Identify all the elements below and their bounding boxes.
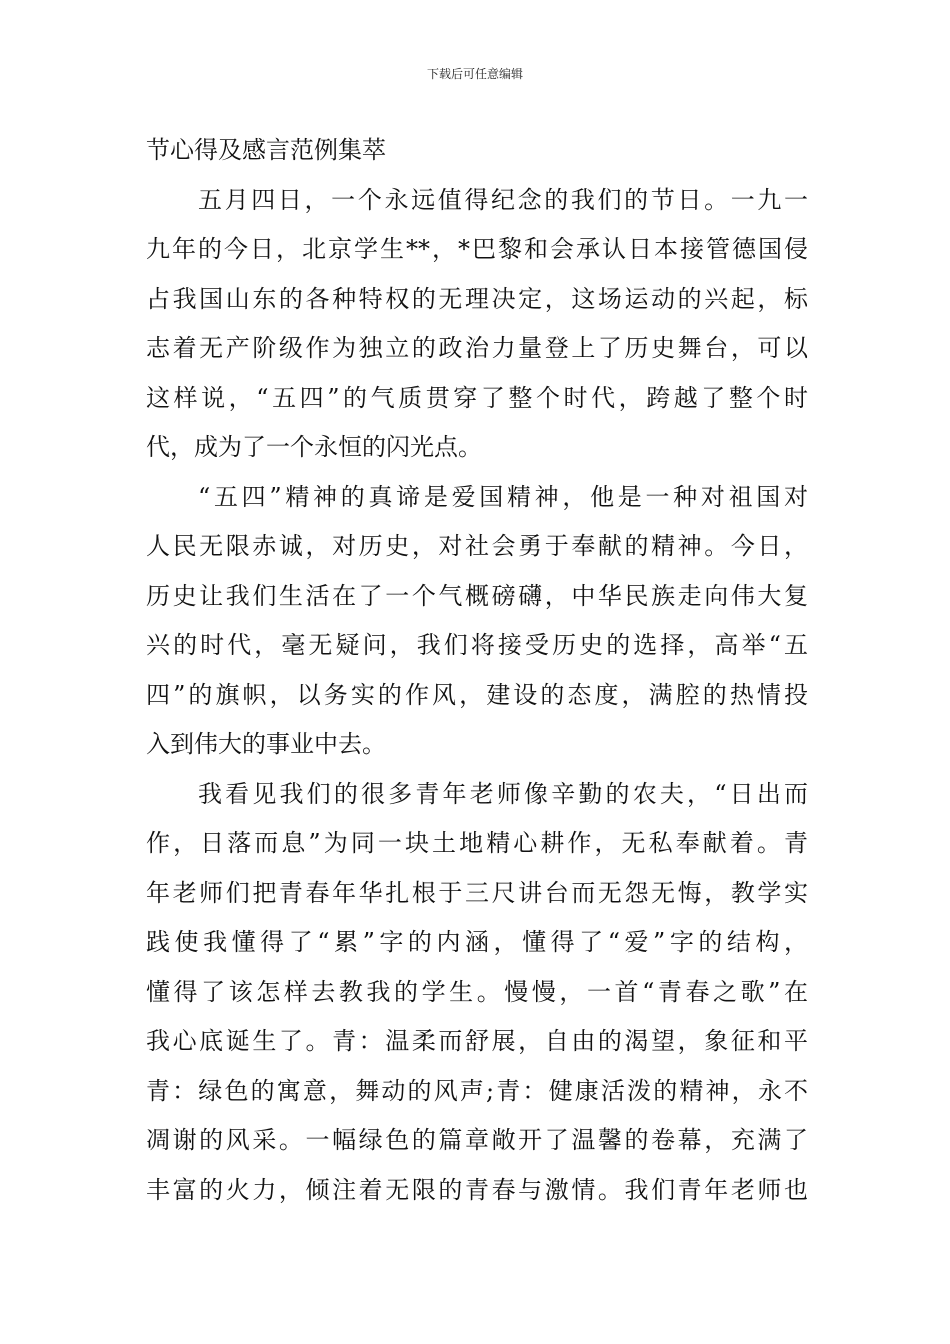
paragraph-3 bbox=[146, 770, 808, 1216]
paragraph-line: 人民无限赤诚，对历史，对社会勇于奉献的精神。今日， bbox=[146, 532, 808, 560]
paragraph-line: 青：绿色的寓意，舞动的风声;青：健康活泼的精神，永不 bbox=[146, 1076, 808, 1105]
paragraph-line: 我心底诞生了。青：温柔而舒展，自由的渴望，象征和平 bbox=[146, 1027, 808, 1055]
paragraph-line: 我看见我们的很多青年老师像辛勤的农夫，“日出而 bbox=[198, 779, 808, 808]
page-header: 下载后可任意编辑 bbox=[426, 67, 523, 81]
paragraph-1 bbox=[146, 176, 808, 473]
paragraph-2 bbox=[146, 473, 808, 770]
paragraph-line: 践使我懂得了“累”字的内涵，懂得了“爱”字的结构， bbox=[146, 928, 808, 956]
paragraph-line: “五四”精神的真谛是爱国精神，他是一种对祖国对 bbox=[198, 482, 808, 511]
document-title: 节心得及感言范例集萃 bbox=[146, 136, 386, 164]
paragraph-line: 入到伟大的事业中去。 bbox=[146, 730, 386, 758]
paragraph-line: 这样说，“五四”的气质贯穿了整个时代，跨越了整个时 bbox=[146, 383, 808, 412]
paragraph-line: 历史让我们生活在了一个气概磅礴，中华民族走向伟大复 bbox=[146, 581, 808, 610]
paragraph-line: 代，成为了一个永恒的闪光点。 bbox=[146, 433, 482, 461]
document-body bbox=[146, 126, 808, 1215]
paragraph-line: 志着无产阶级作为独立的政治力量登上了历史舞台，可以 bbox=[146, 334, 808, 362]
paragraph-line: 年老师们把青春年华扎根于三尺讲台而无怨无悔，教学实 bbox=[146, 878, 808, 907]
paragraph-line: 四”的旗帜，以务实的作风，建设的态度，满腔的热情投 bbox=[146, 680, 808, 709]
paragraph-line: 凋谢的风采。一幅绿色的篇章敞开了温馨的卷幕，充满了 bbox=[146, 1126, 808, 1154]
paragraph-line: 九年的今日，北京学生**，*巴黎和会承认日本接管德国侵 bbox=[146, 235, 808, 263]
paragraph-line: 作，日落而息”为同一块土地精心耕作，无私奉献着。青 bbox=[146, 829, 808, 857]
paragraph-line: 兴的时代，毫无疑问，我们将接受历史的选择，高举“五 bbox=[146, 631, 808, 659]
paragraph-line: 占我国山东的各种特权的无理决定，这场运动的兴起，标 bbox=[146, 284, 808, 313]
paragraph-line: 懂得了该怎样去教我的学生。慢慢，一首“青春之歌”在 bbox=[146, 977, 808, 1006]
paragraph-line: 五月四日，一个永远值得纪念的我们的节日。一九一 bbox=[198, 185, 808, 214]
paragraph-line: 丰富的火力，倾注着无限的青春与激情。我们青年老师也 bbox=[146, 1175, 808, 1204]
